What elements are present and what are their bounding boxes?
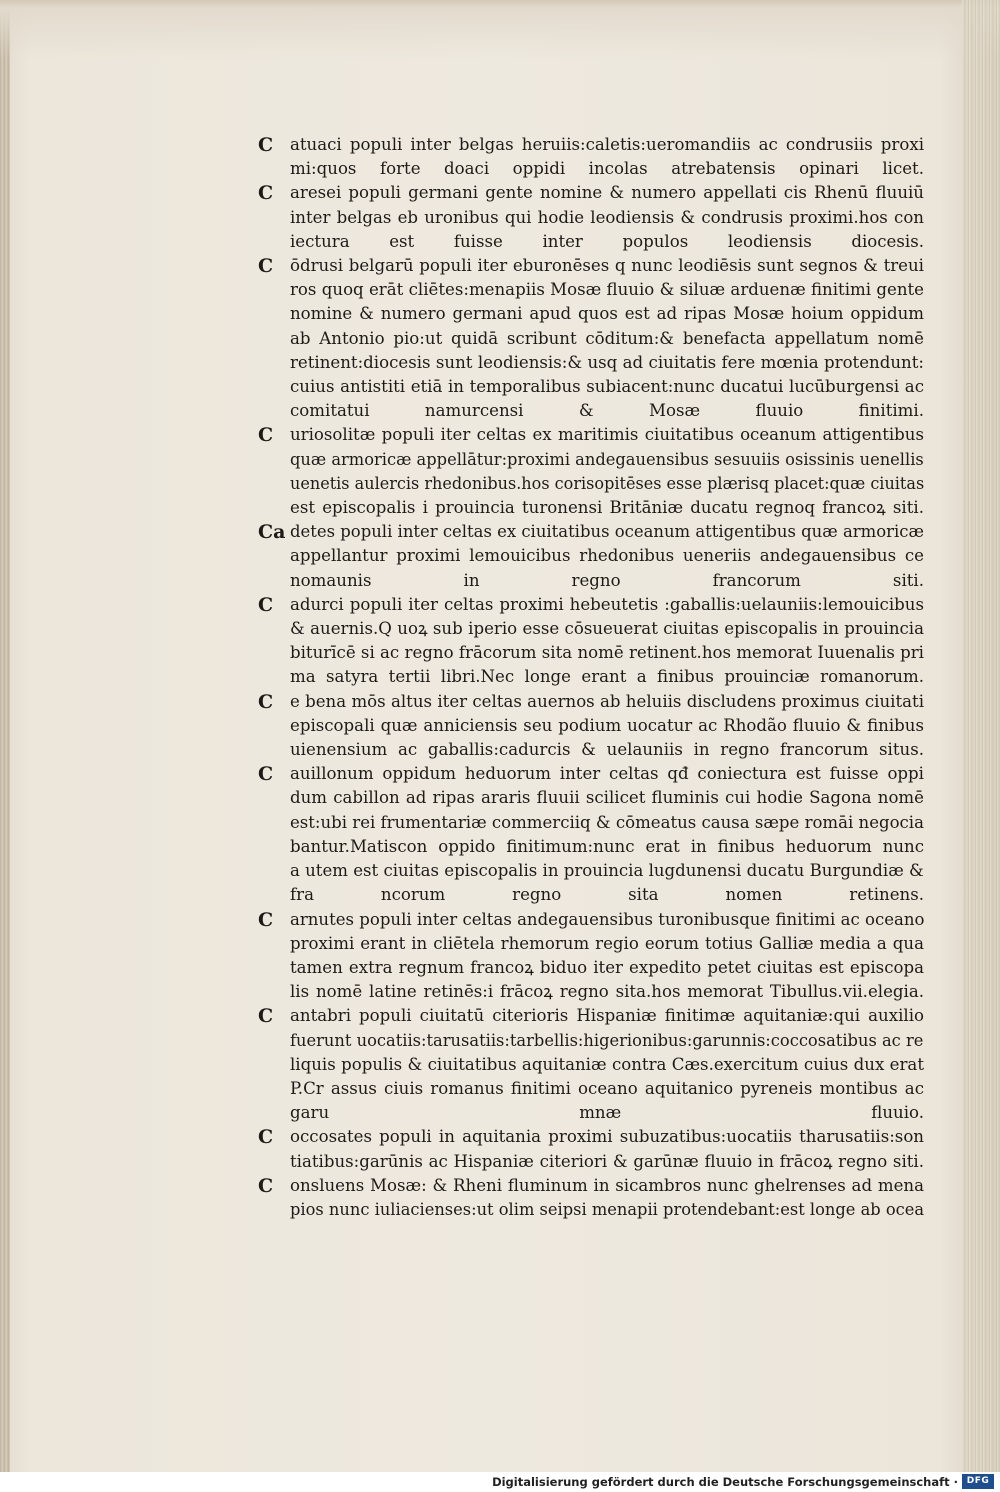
text-line: bantur.Matiscon oppido finitimum:nunc erat in finibus heduorum nunc <box>290 836 924 856</box>
entry-initial: C <box>258 1005 274 1028</box>
text-entry <box>256 1125 924 1173</box>
text-line: episcopali quæ anniciensis seu podium uocatur ac Rhodão fluuio & finibus <box>290 715 924 735</box>
text-line: quæ armoricæ appellātur:proximi andegauensibus sesuuiis osissinis uenellis <box>290 449 924 469</box>
entry-initial: C <box>258 424 274 447</box>
text-line: iectura est fuisse inter populos leodiensis diocesis. <box>290 231 924 251</box>
text-line: proximi erant in cliētela rhemorum regio eorum totius Galliæ media a qua <box>290 933 924 953</box>
text-line: tiatibus:garūnis ac Hispaniæ citeriori & garūnæ fluuio in frācoꝝ regno siti. <box>290 1151 924 1171</box>
text-line: dum cabillon ad ripas araris fluuii scilicet fluminis cui hodie Sagona nomē <box>290 788 924 808</box>
text-line: est episcopalis i prouincia turonensi Britāniæ ducatu regnoq francoꝝ siti. <box>290 498 924 518</box>
entry-initial: C <box>258 908 274 931</box>
text-line: detes populi inter celtas ex ciuitatibus oceanum attigentibus quæ armoricæ <box>290 522 924 542</box>
text-entry <box>256 690 924 763</box>
page-stack-left-edge <box>0 0 10 1472</box>
text-line: nomaunis in regno francorum siti. <box>290 570 924 590</box>
text-line: auillonum oppidum heduorum inter celtas qđ coniectura est fuisse oppi <box>290 764 924 784</box>
text-line: onsluens Mosæ: & Rheni fluminum in sicambros nunc ghelrenses ad mena <box>290 1175 924 1195</box>
text-line: aresei populi germani gente nomine & numero appellati cis Rhenū fluuiū <box>290 183 924 203</box>
text-entry <box>256 520 924 593</box>
entry-initial: C <box>258 763 274 786</box>
text-line: mi:quos forte doaci oppidi incolas atrebatensis opinari licet. <box>290 159 924 179</box>
footer-bar <box>0 1472 1000 1492</box>
entry-initial: C <box>258 593 274 616</box>
text-line: & auernis.Q uoꝝ sub iperio esse cōsueuerat ciuitas episcopalis in prouincia <box>290 619 924 639</box>
text-line: antabri populi ciuitatū citerioris Hispaniæ finitimæ aquitaniæ:qui auxilio <box>290 1006 924 1026</box>
text-line: adurci populi iter celtas proximi hebeutetis :gaballis:uelauniis:lemouicibus <box>290 594 924 614</box>
text-line: liquis populis & ciuitatibus aquitaniæ contra Cæs.exercitum cuius dux erat <box>290 1054 924 1074</box>
text-line: garu mnæ fluuio. <box>290 1103 924 1123</box>
text-line: lis nomē latine retinēs:i frācoꝝ regno sita.hos memorat Tibullus.vii.elegia. <box>290 982 924 1002</box>
text-line: biturīcē si ac regno frācorum sita nomē retinent.hos memorat Iuuenalis pri <box>290 643 924 663</box>
text-column <box>256 133 924 1222</box>
text-line: tamen extra regnum francoꝝ biduo iter expedito petet ciuitas est episcopa <box>290 957 924 977</box>
text-line: a utem est ciuitas episcopalis in prouincia lugdunensi ducatu Burgundiæ & <box>290 861 924 881</box>
text-entry <box>256 1004 924 1125</box>
entry-initial: C <box>258 134 274 156</box>
text-line: ōdrusi belgarū populi iter eburonēses q nunc leodiēsis sunt segnos & treui <box>290 256 924 276</box>
text-entry <box>256 181 924 254</box>
text-line: P.Cr assus ciuis romanus finitimi oceano aquitanico pyreneis montibus ac <box>290 1078 924 1098</box>
text-entry <box>256 762 924 907</box>
page-top-shadow <box>0 0 1000 60</box>
text-line: uenetis aulercis rhedonibus.hos corisopitēses esse plærisq placet:quæ ciuitas <box>290 473 925 493</box>
text-line: e bena mōs altus iter celtas auernos ab heluiis discludens proximus ciuitati <box>290 691 924 711</box>
text-entry <box>256 133 924 181</box>
text-line: pios nunc iuliacienses:ut olim seipsi menapii protendebant:est longe ab ocea <box>290 1199 925 1219</box>
entry-initial: C <box>258 690 274 713</box>
text-line: appellantur proximi lemouicibus rhedonibus ueneriis andegauensibus ce <box>290 546 924 566</box>
text-line: arnutes populi inter celtas andegauensibus turonibusque finitimi ac oceano <box>290 909 925 929</box>
text-entry <box>256 423 924 520</box>
entry-initial: C <box>258 182 274 205</box>
entry-initial: C <box>258 255 274 278</box>
text-line: ros quoq erāt cliētes:menapiis Mosæ fluuio & siluæ arduenæ finitimi gente <box>290 280 924 300</box>
text-line: inter belgas eb uronibus qui hodie leodiensis & condrusis proximi.hos con <box>290 207 924 227</box>
text-line: cuius antistiti etiā in temporalibus subiacent:nunc ducatui lucūburgensi ac <box>290 377 924 397</box>
text-entry <box>256 593 924 690</box>
text-line: atuaci populi inter belgas heruiis:caletis:ueromandiis ac condrusiis proxi <box>290 135 924 154</box>
text-entry <box>256 908 924 1005</box>
dfg-logo: DFG <box>962 1474 994 1489</box>
text-line: fuerunt uocatiis:tarusatiis:tarbellis:higerionibus:garunnis:coccosatibus ac re <box>290 1030 924 1050</box>
footer-credit: Digitalisierung gefördert durch die Deutsche Forschungsgemeinschaft · <box>492 1475 958 1489</box>
text-entry <box>256 254 924 423</box>
entry-initial: Ca <box>258 521 286 544</box>
text-line: occosates populi in aquitania proximi subuzatibus:uocatiis tharusatiis:son <box>290 1127 924 1147</box>
text-line: retinent:diocesis sunt leodiensis:& usq ad ciuitatis fere mœnia protendunt: <box>290 352 924 372</box>
page-stack-right-edge <box>962 0 1000 1472</box>
text-line: comitatui namurcensi & Mosæ fluuio finitimi. <box>290 401 924 421</box>
text-line: nomine & numero germani apud quos est ad ripas Mosæ hoium oppidum <box>290 304 924 324</box>
text-line: fra ncorum regno sita nomen retinens. <box>290 885 924 905</box>
text-entry <box>256 1174 924 1222</box>
text-line: ab Antonio pio:ut quidā scribunt cōditum:& benefacta appellatum nomē <box>290 328 924 348</box>
text-line: est:ubi rei frumentariæ commerciiq & cōmeatus causa sæpe romāi negocia <box>290 812 924 832</box>
text-line: uienensium ac gaballis:cadurcis & uelauniis in regno francorum situs. <box>290 740 924 760</box>
entry-initial: C <box>258 1126 274 1149</box>
text-line: uriosolitæ populi iter celtas ex maritimis ciuitatibus oceanum attigentibus <box>290 425 924 445</box>
text-line: ma satyra tertii libri.Nec longe erant a finibus prouinciæ romanorum. <box>290 667 924 687</box>
entry-initial: C <box>258 1174 274 1197</box>
